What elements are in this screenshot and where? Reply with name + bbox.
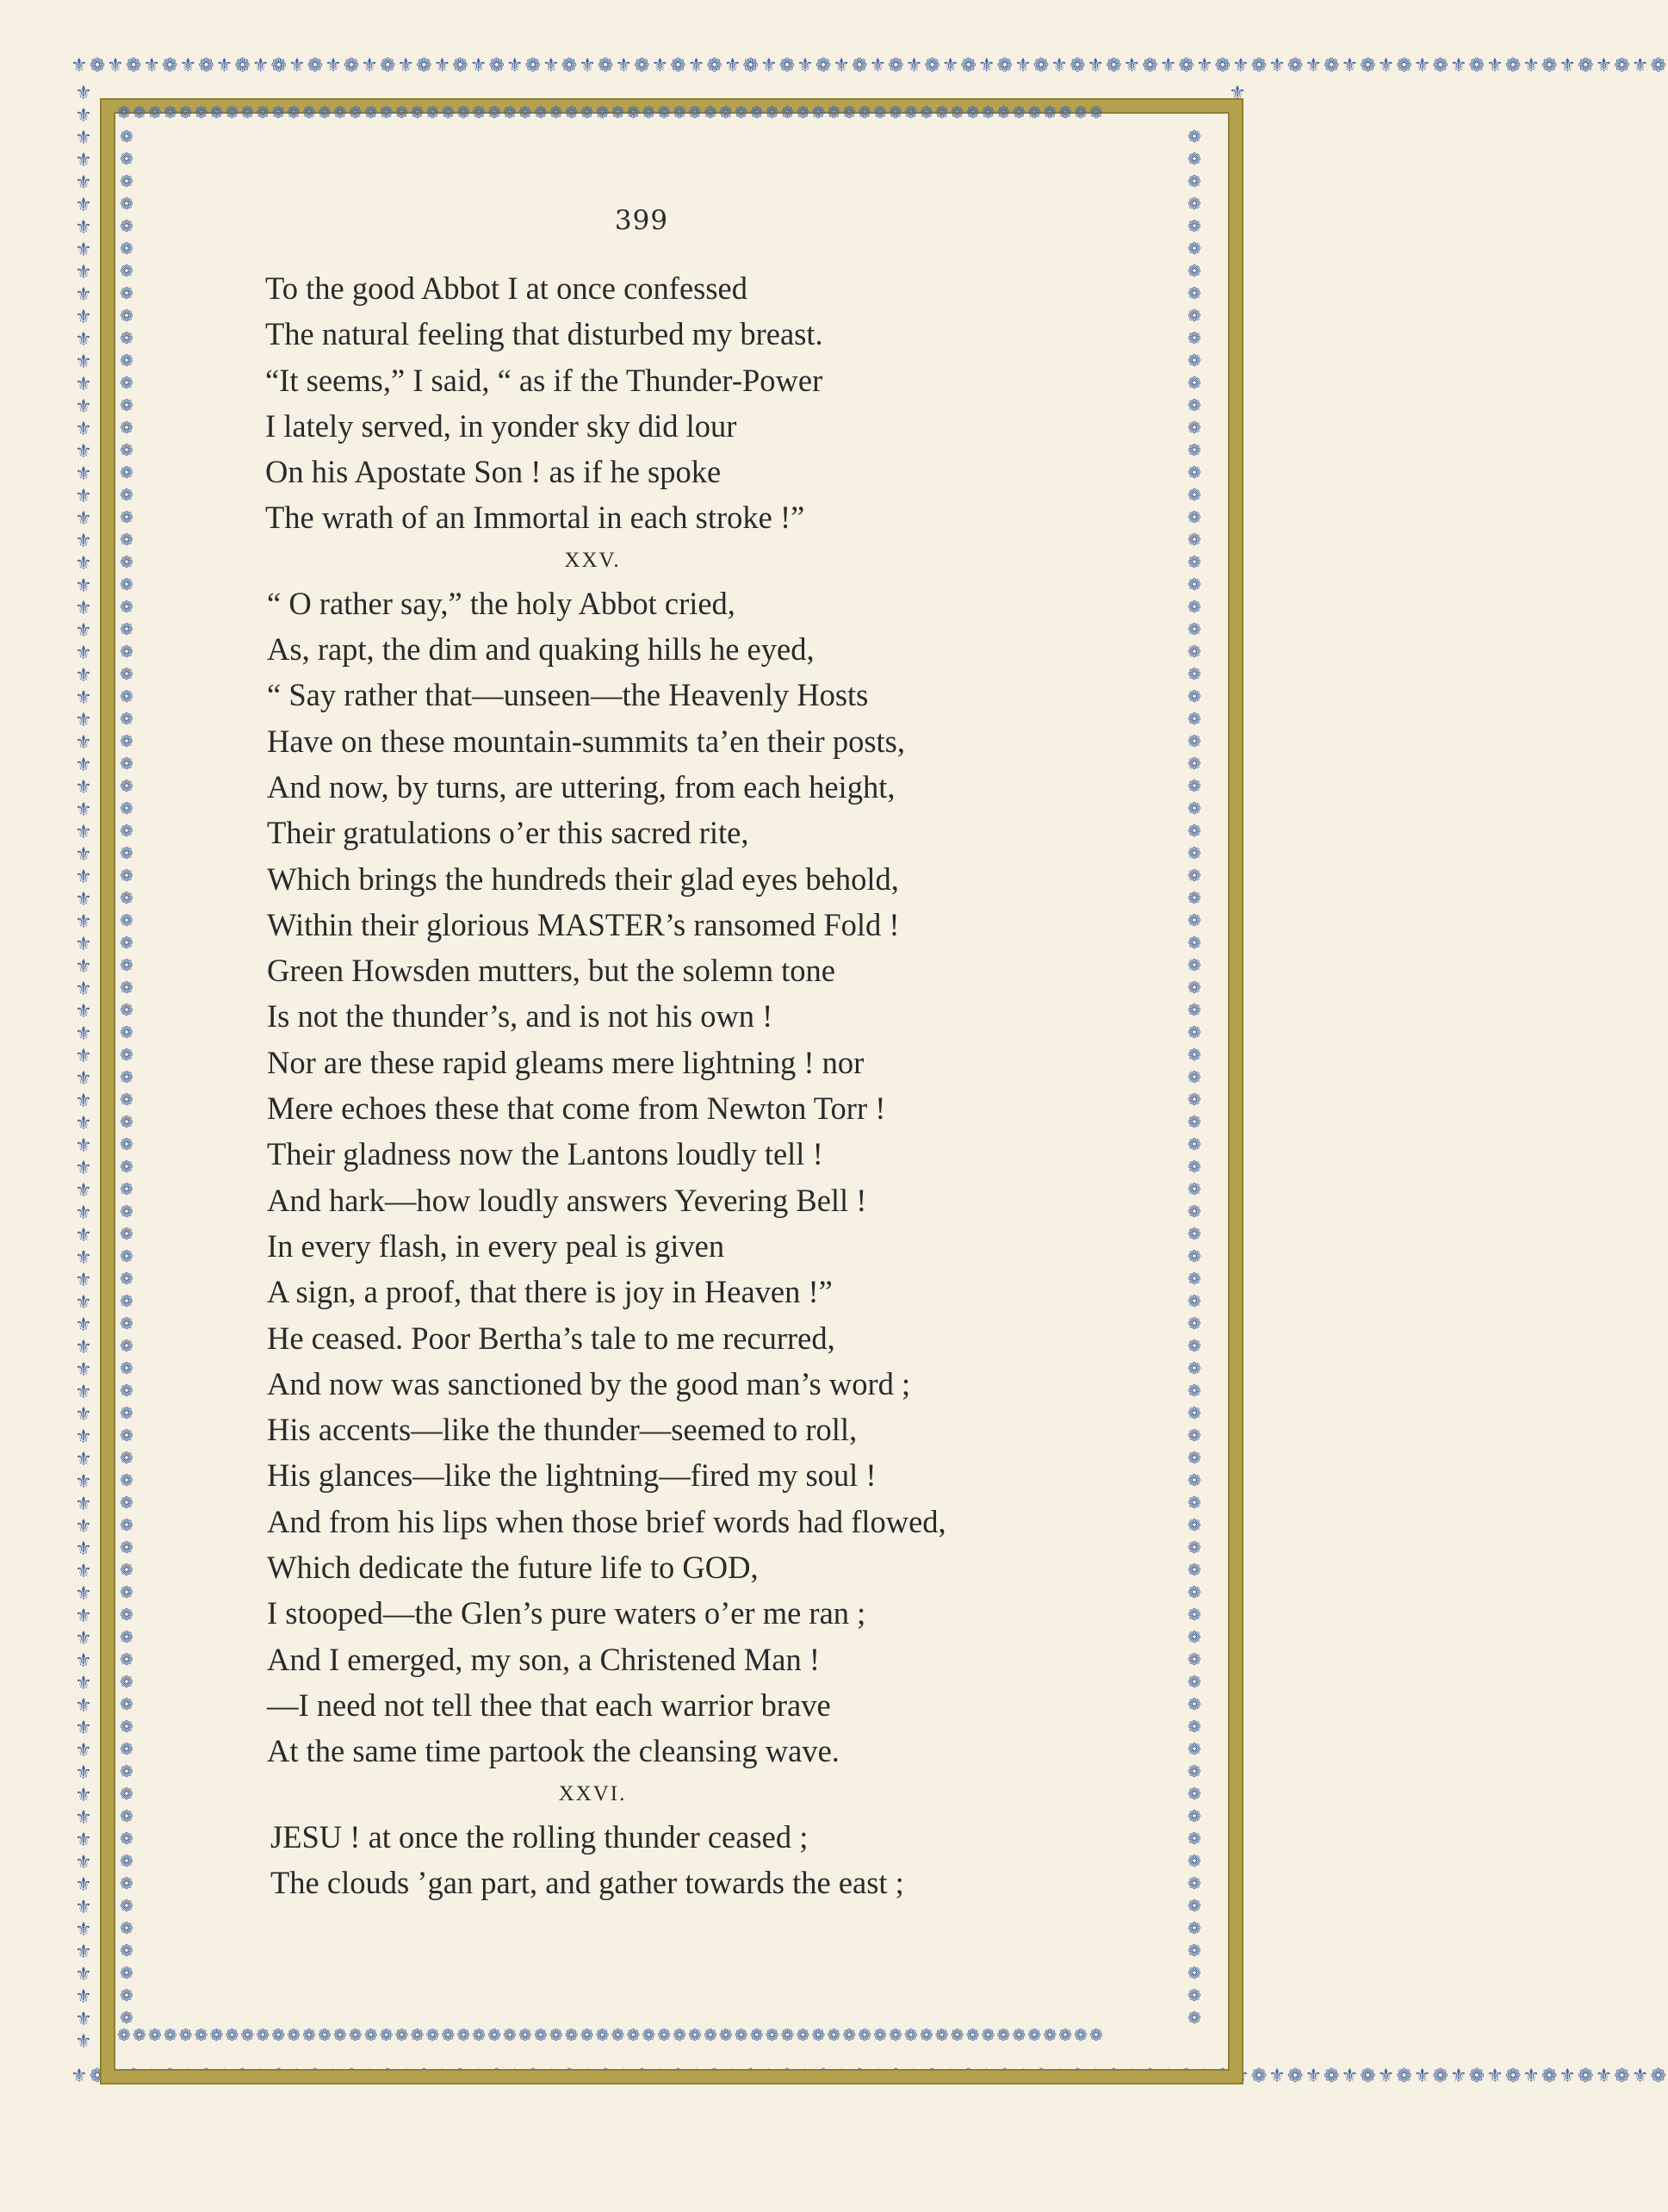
verse-line: On his Apostate Son ! as if he spoke [265, 454, 722, 490]
verse-line: JESU ! at once the rolling thunder ceased ; [270, 1818, 809, 1855]
verse-line: Nor are these rapid gleams mere lightning ! nor [267, 1044, 865, 1080]
bottom-inner-ornament-border: ❁❁❁❁❁❁❁❁❁❁❁❁❁❁❁❁❁❁❁❁❁❁❁❁❁❁❁❁❁❁❁❁❁❁❁❁❁❁❁❁❁❁❁❁❁❁❁❁❁❁❁❁❁❁❁❁❁❁❁❁❁❁❁❁ [117, 2026, 1105, 2045]
verse-line: And now, by turns, are uttering, from each height, [267, 768, 896, 805]
verse-line: I stooped—the Glen’s pure waters o’er me ran ; [267, 1595, 866, 1631]
verse-line: To the good Abbot I at once confessed [265, 270, 748, 306]
stanza-xxiv-end [265, 265, 1126, 541]
stanza-xxv [265, 581, 1126, 1774]
stanza-xxvi [265, 1814, 1126, 1906]
top-outer-ornament-border: ⚜❁⚜❁⚜❁⚜❁⚜❁⚜❁⚜❁⚜❁⚜❁⚜❁⚜❁⚜❁⚜❁⚜❁⚜❁⚜❁⚜❁⚜❁⚜❁⚜❁⚜❁⚜❁⚜❁⚜❁⚜❁⚜❁⚜❁⚜❁⚜❁⚜❁⚜❁⚜❁⚜❁⚜❁⚜❁⚜❁⚜❁⚜❁⚜❁⚜❁⚜❁⚜❁⚜❁⚜❁ [71, 55, 1668, 77]
verse-line: Their gratulations o’er this sacred rite, [267, 815, 749, 851]
right-inner-ornament-border: ❁❁❁❁❁❁❁❁❁❁❁❁❁❁❁❁❁❁❁❁❁❁❁❁❁❁❁❁❁❁❁❁❁❁❁❁❁❁❁❁❁❁❁❁❁❁❁❁❁❁❁❁❁❁❁❁❁❁❁❁❁❁❁❁❁❁❁❁❁❁❁❁❁❁❁❁❁❁❁❁❁❁❁❁❁ [1187, 127, 1201, 2028]
verse-line: Which brings the hundreds their glad eyes behold, [267, 861, 899, 897]
verse-text [265, 265, 1126, 1905]
bottom-outer-ornament-border: ⚜❁⚜❁⚜❁⚜❁⚜❁⚜❁⚜❁⚜❁⚜❁⚜❁⚜❁⚜❁⚜❁⚜❁⚜❁⚜❁⚜❁⚜❁⚜❁⚜❁⚜❁⚜❁⚜❁⚜❁⚜❁⚜❁⚜❁⚜❁⚜❁⚜❁⚜❁⚜❁⚜❁⚜❁⚜❁⚜❁⚜❁⚜❁⚜❁⚜❁⚜❁⚜❁⚜❁⚜❁ [71, 2066, 1668, 2087]
verse-line: And from his lips when those brief words had flowed, [267, 1503, 946, 1539]
verse-line: In every flash, in every peal is given [267, 1227, 725, 1264]
verse-line: Within their glorious MASTER’s ransomed Fold ! [267, 906, 900, 942]
verse-line: The wrath of an Immortal in each stroke !” [265, 500, 805, 536]
verse-line: Have on these mountain-summits ta’en their posts, [267, 723, 906, 759]
top-inner-ornament-border: ❁❁❁❁❁❁❁❁❁❁❁❁❁❁❁❁❁❁❁❁❁❁❁❁❁❁❁❁❁❁❁❁❁❁❁❁❁❁❁❁❁❁❁❁❁❁❁❁❁❁❁❁❁❁❁❁❁❁❁❁❁❁❁❁ [117, 103, 1105, 122]
section-heading-xxvi: XXVI. [558, 1781, 627, 1805]
left-outer-ornament-border: ⚜⚜⚜⚜⚜⚜⚜⚜⚜⚜⚜⚜⚜⚜⚜⚜⚜⚜⚜⚜⚜⚜⚜⚜⚜⚜⚜⚜⚜⚜⚜⚜⚜⚜⚜⚜⚜⚜⚜⚜⚜⚜⚜⚜⚜⚜⚜⚜⚜⚜⚜⚜⚜⚜⚜⚜⚜⚜⚜⚜⚜⚜⚜⚜⚜⚜⚜⚜⚜⚜⚜⚜⚜⚜⚜⚜⚜⚜⚜⚜⚜⚜⚜⚜⚜⚜⚜⚜ [75, 83, 92, 2053]
verse-line: The clouds ’gan part, and gather towards the east ; [270, 1864, 904, 1900]
verse-line: Their gladness now the Lantons loudly tell ! [267, 1136, 823, 1172]
verse-line: I lately served, in yonder sky did lour [265, 407, 737, 444]
verse-line: At the same time partook the cleansing wave. [267, 1733, 840, 1769]
verse-line: Is not the thunder’s, and is not his own ! [267, 998, 773, 1035]
verse-line: —I need not tell thee that each warrior brave [267, 1687, 831, 1723]
verse-line: And hark—how loudly answers Yevering Bell ! [267, 1182, 867, 1218]
verse-line: Green Howsden mutters, but the solemn tone [267, 953, 835, 989]
right-outer-ornament-border: ⚜⚜⚜⚜⚜⚜⚜⚜⚜⚜⚜⚜⚜⚜⚜⚜⚜⚜⚜⚜⚜⚜⚜⚜⚜⚜⚜⚜⚜⚜⚜⚜⚜⚜⚜⚜⚜⚜⚜⚜⚜⚜⚜⚜⚜⚜⚜⚜⚜⚜⚜⚜⚜⚜⚜⚜⚜⚜⚜⚜⚜⚜⚜⚜⚜⚜⚜⚜⚜⚜⚜⚜⚜⚜⚜⚜⚜⚜⚜⚜⚜⚜⚜⚜⚜⚜⚜⚜ [1229, 83, 1246, 2053]
verse-line: “It seems,” I said, “ as if the Thunder-Power [265, 362, 823, 398]
verse-line: A sign, a proof, that there is joy in Heaven !” [267, 1274, 833, 1310]
verse-line: “ O rather say,” the holy Abbot cried, [267, 585, 735, 621]
verse-line: The natural feeling that disturbed my breast. [265, 316, 823, 352]
left-inner-ornament-border: ❁❁❁❁❁❁❁❁❁❁❁❁❁❁❁❁❁❁❁❁❁❁❁❁❁❁❁❁❁❁❁❁❁❁❁❁❁❁❁❁❁❁❁❁❁❁❁❁❁❁❁❁❁❁❁❁❁❁❁❁❁❁❁❁❁❁❁❁❁❁❁❁❁❁❁❁❁❁❁❁❁❁❁❁❁ [120, 127, 133, 2028]
verse-line: As, rapt, the dim and quaking hills he eyed, [267, 631, 815, 668]
verse-line: And now was sanctioned by the good man’s word ; [267, 1365, 911, 1401]
verse-line: And I emerged, my son, a Christened Man ! [267, 1641, 820, 1677]
section-heading-xxv: XXV. [564, 548, 621, 572]
verse-line: His glances—like the lightning—fired my soul ! [267, 1457, 877, 1494]
page-number: 399 [614, 205, 669, 236]
verse-line: “ Say rather that—unseen—the Heavenly Hosts [267, 677, 869, 713]
verse-line: He ceased. Poor Bertha’s tale to me recurred, [267, 1320, 835, 1356]
verse-line: His accents—like the thunder—seemed to roll, [267, 1412, 858, 1448]
verse-line: Which dedicate the future life to GOD, [267, 1550, 759, 1586]
verse-line: Mere echoes these that come from Newton Torr ! [267, 1090, 886, 1127]
